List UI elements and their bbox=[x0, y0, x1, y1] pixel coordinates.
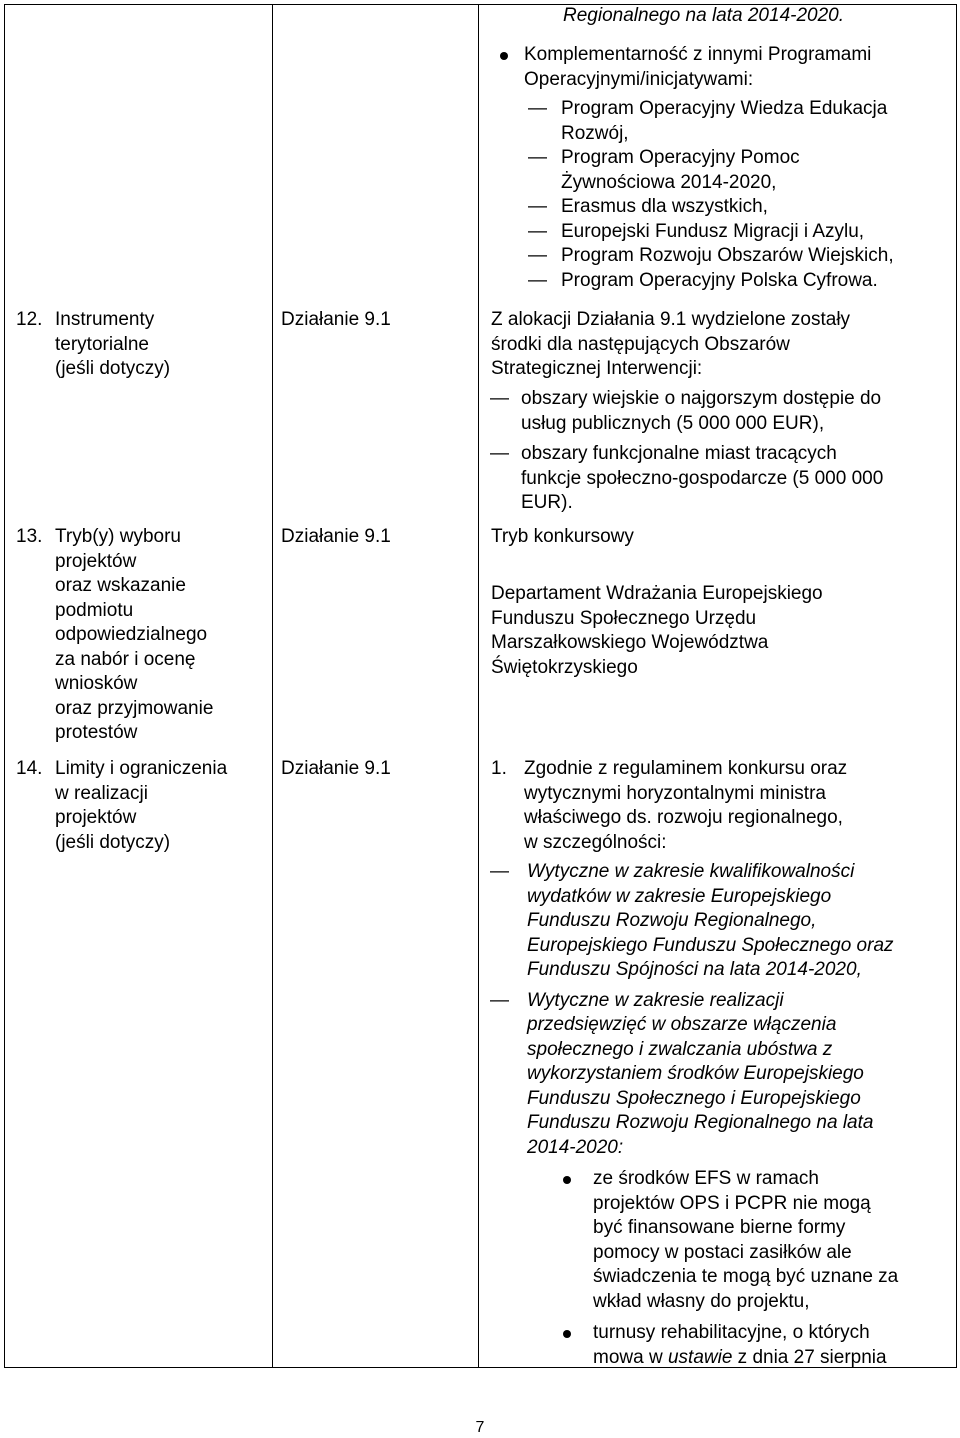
continued-text: Regionalnego na lata 2014-2020. bbox=[563, 5, 845, 26]
osi-intro-line: środki dla następujących Obszarów bbox=[491, 333, 790, 355]
guideline-item-line: wydatków w zakresie Europejskiego bbox=[527, 885, 832, 907]
dash-bullet-icon: — bbox=[528, 196, 547, 217]
row-label-line: Tryb(y) wyboru bbox=[55, 526, 181, 547]
responsible-department-line: Marszałkowskiego Województwa bbox=[491, 632, 769, 653]
guideline-item-line: Funduszu Rozwoju Regionalnego, bbox=[527, 910, 817, 931]
point-text-line: wytycznymi horyzontalnymi ministra bbox=[524, 782, 826, 804]
dash-bullet-icon: — bbox=[490, 861, 509, 882]
row-label-line: Instrumenty bbox=[55, 309, 155, 330]
osi-item-line: obszary funkcjonalne miast tracących bbox=[521, 443, 837, 464]
selection-mode: Tryb konkursowy bbox=[491, 526, 634, 547]
programme-item-line: Program Operacyjny Pomoc bbox=[561, 147, 800, 168]
programme-item-line: Europejski Fundusz Migracji i Azylu, bbox=[561, 220, 865, 242]
row-label-line: za nabór i ocenę bbox=[55, 648, 196, 670]
guideline-item-line: Funduszu Społecznego i Europejskiego bbox=[527, 1087, 861, 1109]
row-label-line: projektów bbox=[55, 550, 137, 572]
limit-bullet-line: być finansowane bierne formy bbox=[593, 1217, 846, 1238]
guideline-item-line: wykorzystaniem środków Europejskiego bbox=[527, 1063, 864, 1084]
complementarity-bullet-line: Operacyjnymi/inicjatywami: bbox=[524, 68, 754, 90]
row-label-line: Limity i ograniczenia bbox=[55, 758, 228, 779]
point-number: 1. bbox=[491, 758, 507, 779]
row-action: Działanie 9.1 bbox=[281, 758, 391, 779]
dash-bullet-icon: — bbox=[528, 245, 547, 266]
guideline-item-line: społecznego i zwalczania ubóstwa z bbox=[527, 1038, 833, 1060]
row-action: Działanie 9.1 bbox=[281, 309, 391, 330]
round-bullet-icon bbox=[500, 52, 508, 60]
row-number: 12. bbox=[16, 309, 43, 330]
point-text-line: właściwego ds. rozwoju regionalnego, bbox=[524, 807, 843, 828]
page-number: 7 bbox=[475, 1419, 485, 1436]
column-divider-1 bbox=[272, 5, 273, 1367]
limit-bullet-line: świadczenia te mogą być uznane za bbox=[593, 1266, 899, 1287]
complementarity-bullet-line: Komplementarność z innymi Programami bbox=[524, 44, 872, 65]
round-bullet-icon bbox=[563, 1330, 571, 1338]
limit-bullet-line: mowa w ustawie z dnia 27 sierpnia bbox=[593, 1346, 887, 1368]
osi-item-line: usług publicznych (5 000 000 EUR), bbox=[521, 412, 825, 434]
point-text-line: w szczególności: bbox=[524, 831, 667, 853]
programme-item-line: Rozwój, bbox=[561, 122, 629, 144]
row-label-line: terytorialne bbox=[55, 333, 149, 355]
responsible-department-line: Świętokrzyskiego bbox=[491, 656, 638, 678]
dash-bullet-icon: — bbox=[490, 443, 509, 464]
limit-bullet-line: pomocy w postaci zasiłków ale bbox=[593, 1241, 852, 1263]
dash-bullet-icon: — bbox=[490, 989, 509, 1011]
dash-bullet-icon: — bbox=[528, 220, 547, 242]
row-label-line: odpowiedzialnego bbox=[55, 624, 208, 645]
responsible-department-line: Funduszu Społecznego Urzędu bbox=[491, 607, 757, 629]
guideline-item-line: Funduszu Rozwoju Regionalnego na lata bbox=[527, 1112, 874, 1133]
row-label-line: podmiotu bbox=[55, 599, 134, 621]
round-bullet-icon bbox=[563, 1176, 571, 1184]
limit-bullet-line: projektów OPS i PCPR nie mogą bbox=[593, 1192, 871, 1214]
dash-bullet-icon: — bbox=[490, 388, 509, 409]
programme-item-line: Program Operacyjny Wiedza Edukacja bbox=[561, 98, 888, 119]
dash-bullet-icon: — bbox=[528, 98, 547, 119]
programme-item-line: Żywnościowa 2014-2020, bbox=[561, 171, 777, 193]
row-label-line: wniosków bbox=[55, 673, 138, 694]
row-action: Działanie 9.1 bbox=[281, 526, 391, 547]
limit-bullet-line: turnusy rehabilitacyjne, o których bbox=[593, 1322, 870, 1343]
row-label-line: (jeśli dotyczy) bbox=[55, 831, 171, 853]
row-label-line: (jeśli dotyczy) bbox=[55, 358, 171, 379]
osi-item-line: funkcje społeczno-gospodarcze (5 000 000 bbox=[521, 467, 884, 489]
programme-item-line: Program Rozwoju Obszarów Wiejskich, bbox=[561, 245, 894, 266]
row-label-line: w realizacji bbox=[55, 782, 148, 804]
limit-bullet-line: wkład własny do projektu, bbox=[593, 1290, 810, 1312]
document-table bbox=[4, 4, 957, 1368]
guideline-item-line: 2014-2020: bbox=[527, 1136, 624, 1158]
row-number: 14. bbox=[16, 758, 43, 779]
dash-bullet-icon: — bbox=[528, 269, 547, 291]
guideline-item-line: przedsięwzięć w obszarze włączenia bbox=[527, 1014, 837, 1035]
row-number: 13. bbox=[16, 526, 43, 547]
programme-item-line: Program Operacyjny Polska Cyfrowa. bbox=[561, 269, 878, 291]
column-divider-2 bbox=[478, 5, 479, 1367]
point-text-line: Zgodnie z regulaminem konkursu oraz bbox=[524, 758, 848, 779]
programme-item-line: Erasmus dla wszystkich, bbox=[561, 196, 768, 217]
row-label-line: protestów bbox=[55, 722, 138, 743]
osi-intro-line: Strategicznej Interwencji: bbox=[491, 358, 703, 379]
dash-bullet-icon: — bbox=[528, 147, 547, 168]
osi-intro-line: Z alokacji Działania 9.1 wydzielone zostały bbox=[491, 309, 851, 330]
row-label-line: projektów bbox=[55, 807, 137, 828]
limit-bullet-line: ze środków EFS w ramach bbox=[593, 1168, 819, 1189]
guideline-item-line: Europejskiego Funduszu Społecznego oraz bbox=[527, 934, 894, 956]
guideline-item-line: Wytyczne w zakresie kwalifikowalności bbox=[527, 861, 855, 882]
osi-item-line: obszary wiejskie o najgorszym dostępie do bbox=[521, 388, 882, 409]
guideline-item-line: Funduszu Spójności na lata 2014-2020, bbox=[527, 959, 862, 980]
row-label-line: oraz wskazanie bbox=[55, 575, 186, 596]
osi-item-line: EUR). bbox=[521, 492, 573, 513]
row-label-line: oraz przyjmowanie bbox=[55, 697, 214, 719]
guideline-item-line: Wytyczne w zakresie realizacji bbox=[527, 989, 784, 1011]
responsible-department-line: Departament Wdrażania Europejskiego bbox=[491, 583, 823, 604]
